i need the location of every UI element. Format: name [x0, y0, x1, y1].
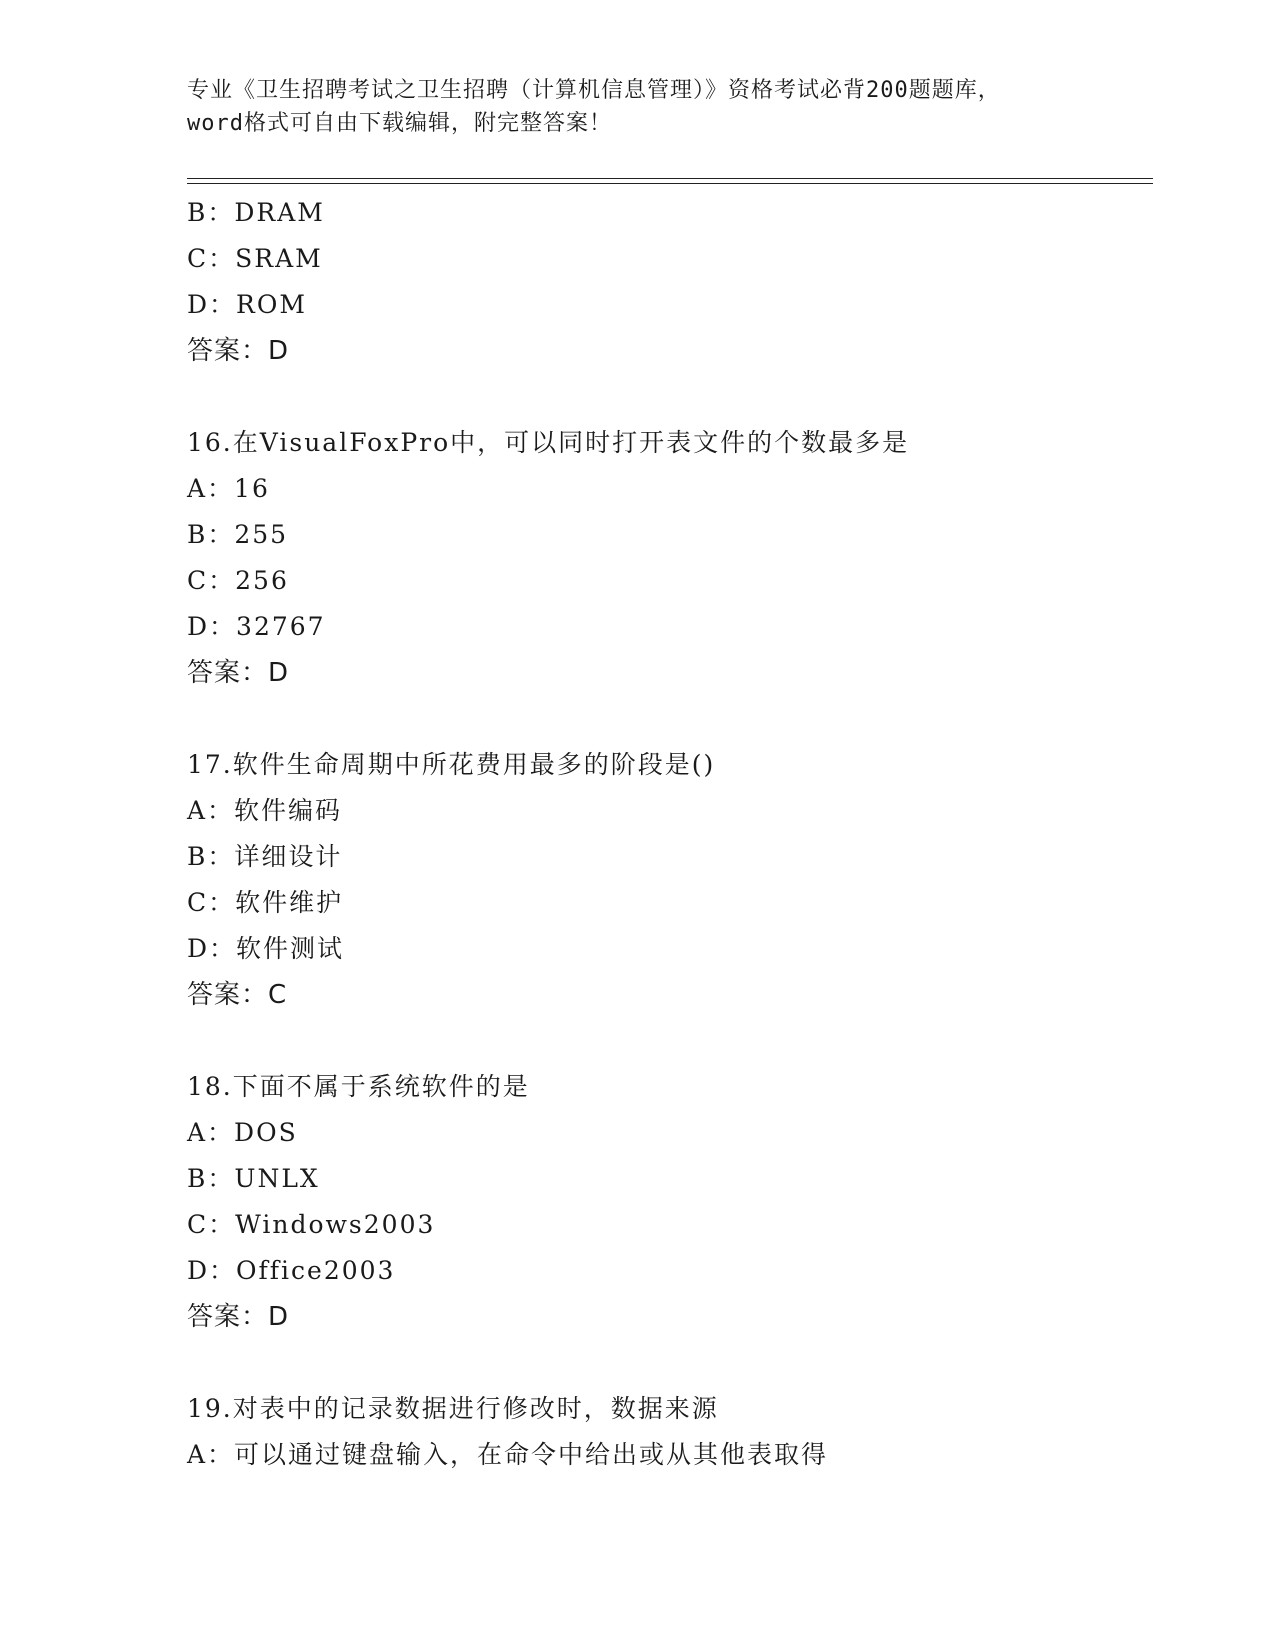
- option-a: A：软件编码: [187, 796, 343, 825]
- option-a: A：16: [187, 474, 270, 503]
- option-a: A：DOS: [187, 1118, 298, 1147]
- question-18: [187, 1064, 1147, 1340]
- option-c: C：256: [187, 566, 289, 595]
- answer-line: 答案：C: [187, 980, 288, 1010]
- question-19: [187, 1386, 1147, 1478]
- question-list: [187, 190, 1147, 1478]
- option-c: C：Windows2003: [187, 1210, 436, 1239]
- option-b: B：DRAM: [187, 198, 325, 227]
- option-a: A：可以通过键盘输入，在命令中给出或从其他表取得: [187, 1440, 829, 1469]
- header-line-2: word格式可自由下载编辑，附完整答案！: [187, 111, 612, 136]
- document-header: [187, 74, 1087, 140]
- answer-line: 答案：D: [187, 336, 290, 366]
- option-d: D：软件测试: [187, 934, 345, 963]
- header-line-1: 专业《卫生招聘考试之卫生招聘（计算机信息管理）》资格考试必背200题题库，: [187, 78, 1001, 103]
- answer-line: 答案：D: [187, 1302, 290, 1332]
- option-b: B：255: [187, 520, 289, 549]
- header-rule-bottom: [187, 183, 1153, 184]
- answer-line: 答案：D: [187, 658, 290, 688]
- option-d: D：Office2003: [187, 1256, 396, 1285]
- option-d: D：32767: [187, 612, 326, 641]
- question-text: 19.对表中的记录数据进行修改时，数据来源: [187, 1394, 719, 1423]
- option-b: B：UNLX: [187, 1164, 320, 1193]
- option-d: D：ROM: [187, 290, 307, 319]
- question-17: [187, 742, 1147, 1018]
- option-c: C：SRAM: [187, 244, 323, 273]
- header-rule-top: [187, 178, 1153, 179]
- prev-question-block: [187, 190, 1147, 374]
- question-text: 16.在VisualFoxPro中，可以同时打开表文件的个数最多是: [187, 428, 910, 457]
- question-text: 18.下面不属于系统软件的是: [187, 1072, 530, 1101]
- option-b: B：详细设计: [187, 842, 343, 871]
- question-16: [187, 420, 1147, 696]
- option-c: C：软件维护: [187, 888, 344, 917]
- question-text: 17.软件生命周期中所花费用最多的阶段是(): [187, 750, 716, 779]
